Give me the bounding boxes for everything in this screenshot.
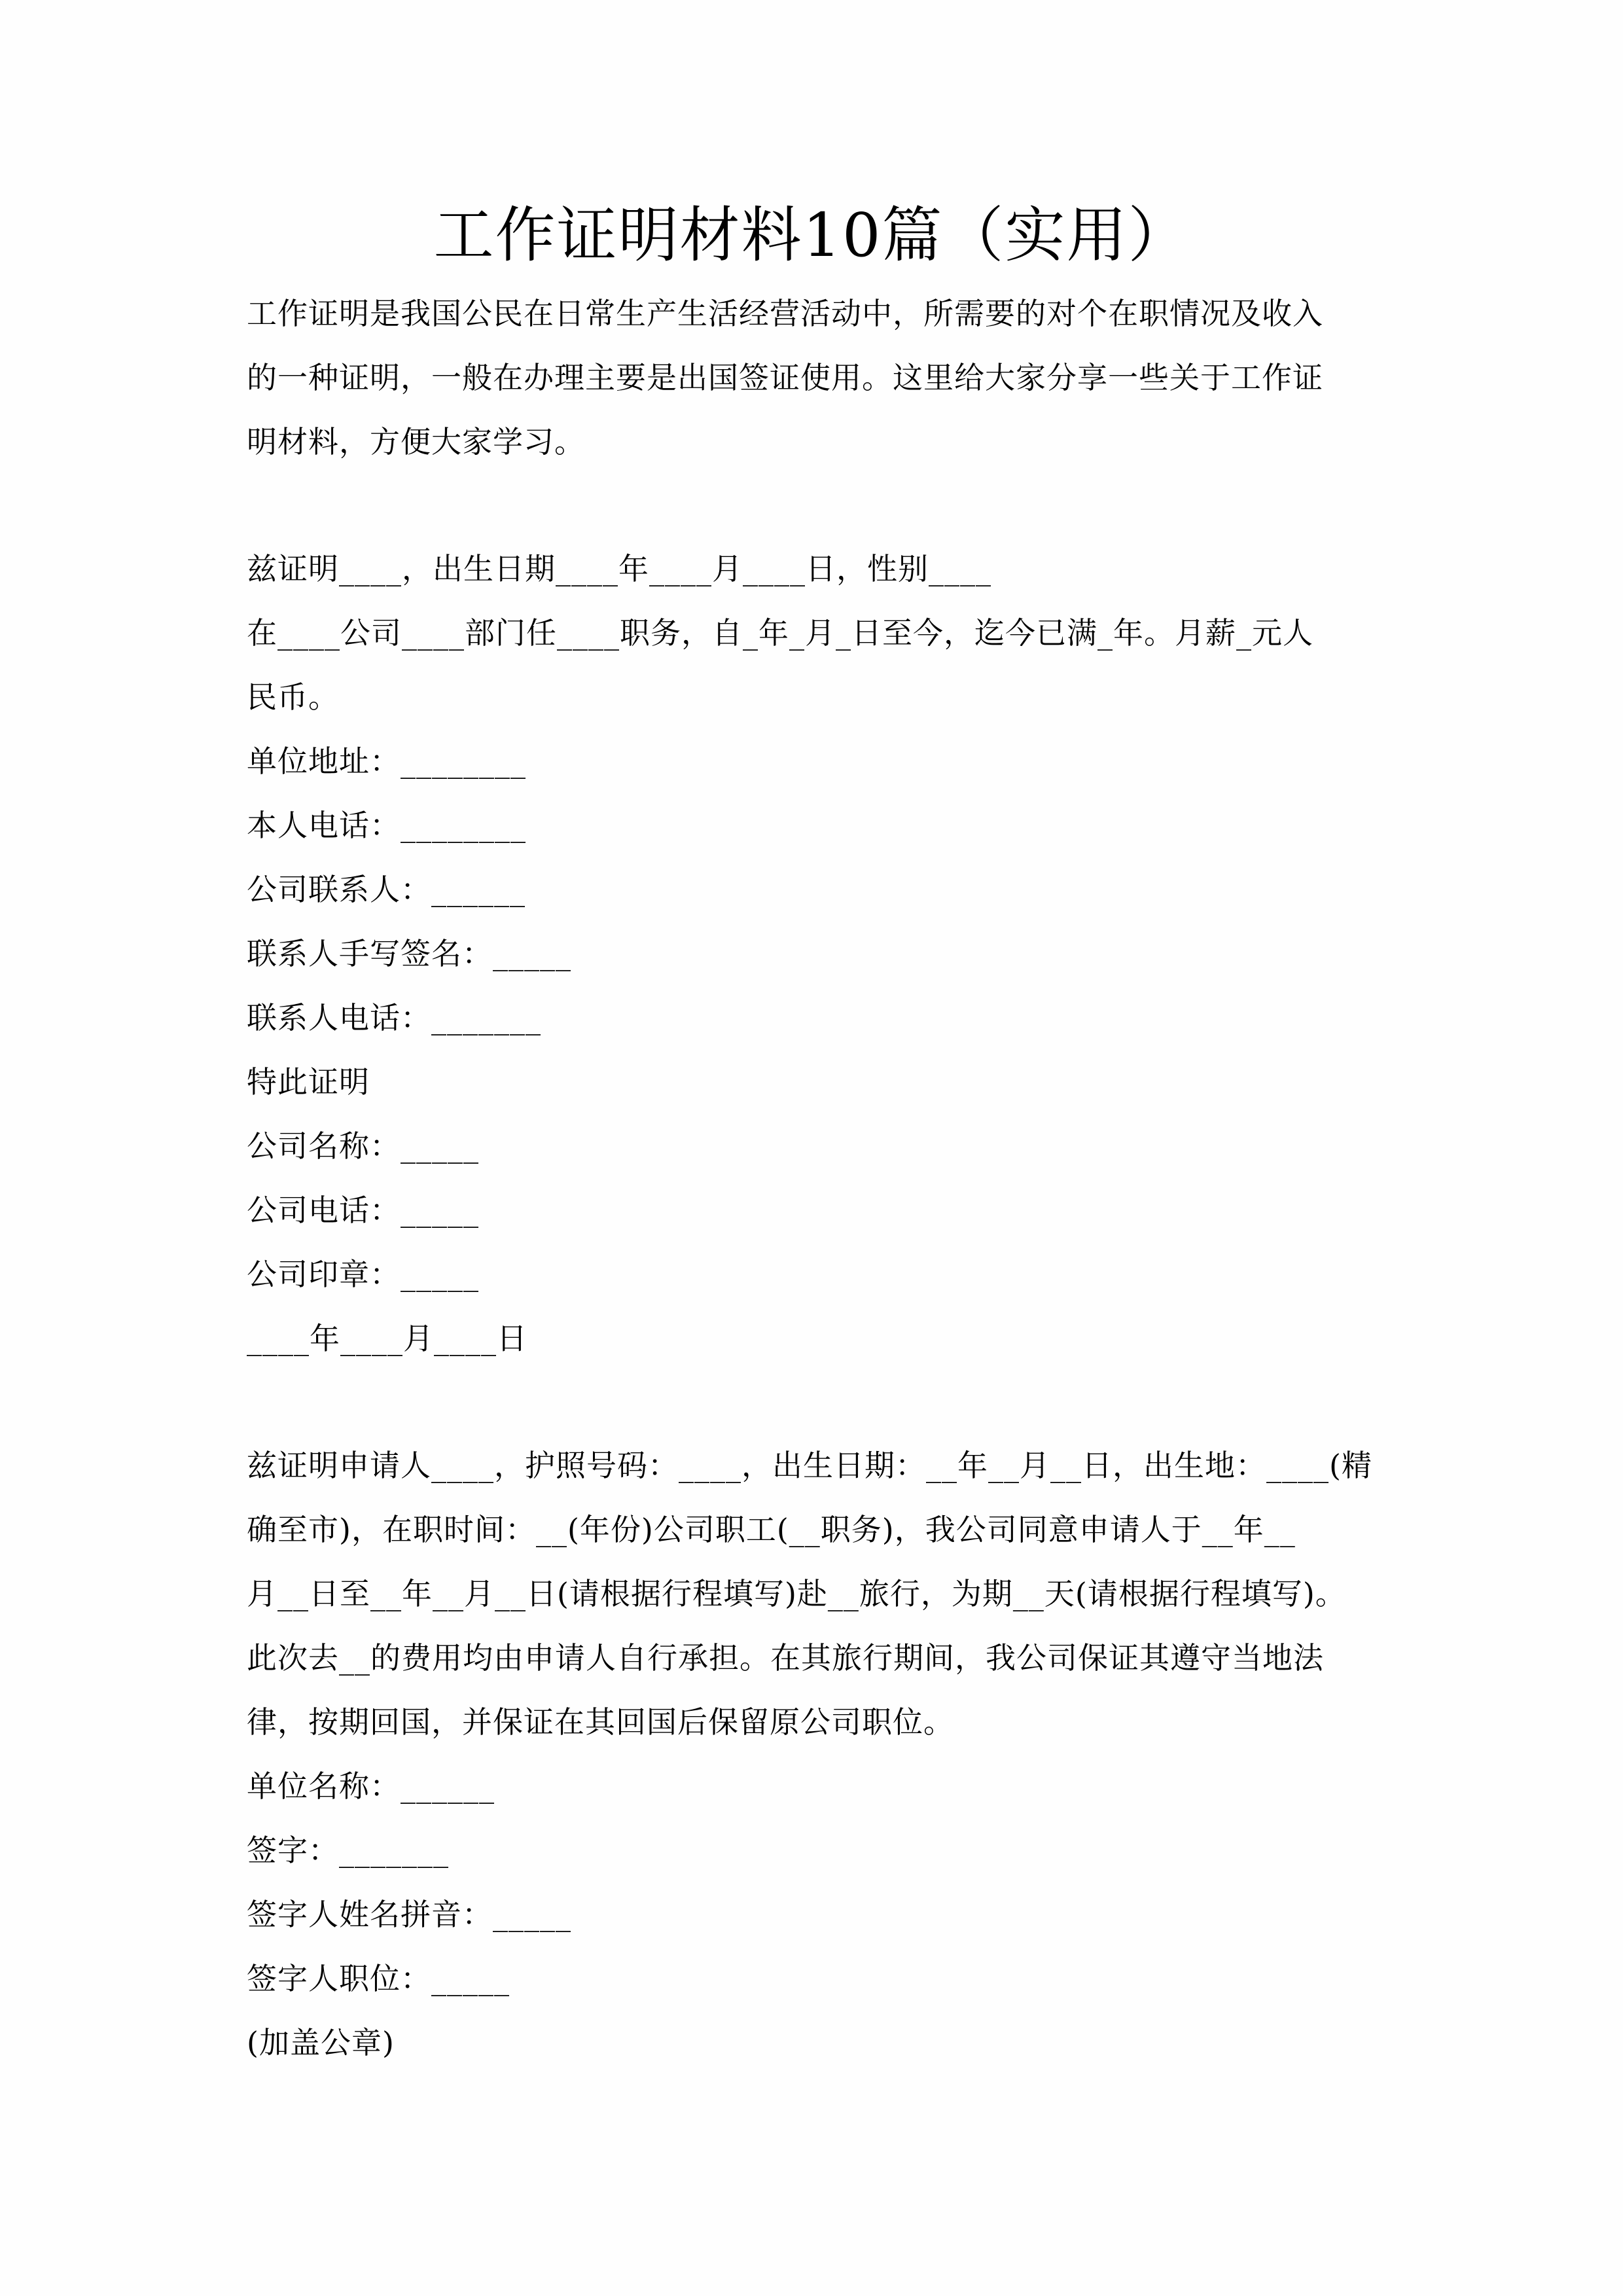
intro-line: 工作证明是我国公民在日常生产生活经营活动中，所需要的对个在职情况及收入 bbox=[247, 296, 1323, 331]
cert2-line: 此次去__的费用均由申请人自行承担。在其旅行期间，我公司保证其遵守当地法 bbox=[247, 1640, 1324, 1676]
field-label: 公司名称： bbox=[247, 1128, 401, 1164]
intro-paragraph bbox=[247, 281, 1425, 474]
field-blank: _______ bbox=[431, 1000, 541, 1035]
field-blank: _____ bbox=[493, 1897, 571, 1932]
field-blank: _______ bbox=[339, 1833, 449, 1868]
field-blank: ________ bbox=[401, 744, 526, 779]
field-company-seal bbox=[247, 1242, 1425, 1306]
field-company-name bbox=[247, 1114, 1425, 1178]
field-label: 签字： bbox=[247, 1833, 339, 1868]
field-blank: _____ bbox=[493, 936, 571, 971]
field-label: 单位地址： bbox=[247, 744, 401, 779]
field-unit-name bbox=[247, 1754, 1425, 1818]
field-label: 签字人姓名拼音： bbox=[247, 1897, 493, 1932]
field-unit-address bbox=[247, 729, 1425, 793]
cert2-line: 律，按期回国，并保证在其回国后保留原公司职位。 bbox=[247, 1704, 954, 1740]
closing-statement: 特此证明 bbox=[247, 1064, 370, 1100]
field-label: 公司联系人： bbox=[247, 872, 431, 907]
field-blank: _____ bbox=[401, 1257, 479, 1292]
cert1-line: 在____公司____部门任____职务，自_年_月_日至今，迄今已满_年。月薪_元人 bbox=[247, 615, 1313, 651]
field-blank: ________ bbox=[401, 808, 526, 843]
field-blank: _____ bbox=[431, 1961, 510, 1996]
field-blank: ______ bbox=[431, 872, 526, 907]
field-personal-phone bbox=[247, 793, 1425, 857]
document-title: 工作证明材料10篇（实用） bbox=[433, 200, 1190, 270]
field-signer-position bbox=[247, 1946, 1425, 2011]
stamp-note: (加盖公章) bbox=[247, 2025, 395, 2060]
field-signature bbox=[247, 1818, 1425, 1882]
cert2-line: 兹证明申请人____，护照号码：____，出生日期：__年__月__日，出生地：____(精 bbox=[247, 1448, 1372, 1483]
field-label: 签字人职位： bbox=[247, 1961, 431, 1996]
certificate-1 bbox=[247, 537, 1425, 1371]
certificate-2 bbox=[247, 1433, 1425, 2075]
field-blank: _____ bbox=[401, 1128, 479, 1164]
intro-line: 明材料，方便大家学习。 bbox=[247, 424, 585, 459]
field-company-phone bbox=[247, 1178, 1425, 1242]
date-line: ____年____月____日 bbox=[247, 1321, 527, 1356]
field-contact-phone bbox=[247, 986, 1425, 1050]
field-signer-pinyin bbox=[247, 1882, 1425, 1946]
field-label: 联系人电话： bbox=[247, 1000, 431, 1035]
field-company-contact bbox=[247, 857, 1425, 922]
field-blank: ______ bbox=[401, 1768, 495, 1804]
field-label: 本人电话： bbox=[247, 808, 401, 843]
cert2-line: 月__日至__年__月__日(请根据行程填写)赴__旅行，为期__天(请根据行程填写)。 bbox=[247, 1576, 1346, 1611]
intro-line: 的一种证明，一般在办理主要是出国签证使用。这里给大家分享一些关于工作证 bbox=[247, 360, 1323, 395]
field-label: 单位名称： bbox=[247, 1768, 401, 1804]
field-label: 公司电话： bbox=[247, 1193, 401, 1228]
cert1-line: 兹证明____，出生日期____年____月____日，性别____ bbox=[247, 551, 991, 586]
cert1-line: 民币。 bbox=[247, 679, 339, 715]
field-blank: _____ bbox=[401, 1193, 479, 1228]
field-label: 公司印章： bbox=[247, 1257, 401, 1292]
field-contact-signature bbox=[247, 922, 1425, 986]
cert2-line: 确至市)，在职时间：__(年份)公司职工(__职务)，我公司同意申请人于__年__ bbox=[247, 1512, 1296, 1547]
field-label: 联系人手写签名： bbox=[247, 936, 493, 971]
